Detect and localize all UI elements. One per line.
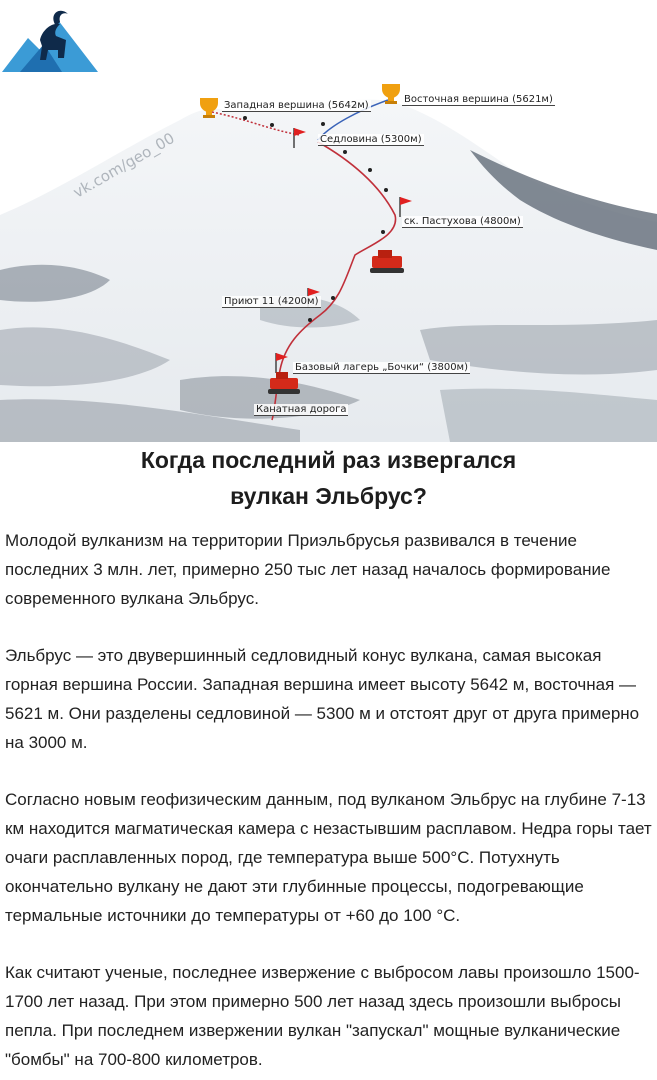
title-line-1: Когда последний раз извергался <box>140 447 517 473</box>
paragraph: Эльбрус — это двувершинный седловидный конус вулкана, самая высокая горная вершина России. Западная вершина имеет высоту 5642 м, восточная — 5621 м. Они разделены седловиной — 5300 м и отстоят друг от друга примерно на 3000 м. <box>5 646 640 752</box>
paragraph: Согласно новым геофизическим данным, под вулканом Эльбрус на глубине 7-13 км находится магматическая камера с незастывшим расплавом. Недра горы тает очаги расплавленных пород, где температура выше 500°С. Потухнуть окончательно вулкану не дают эти глубинные процессы, подогревающие термальные источники до температуры от +60 до 100 °С. <box>5 790 652 925</box>
article-body <box>0 514 657 1074</box>
label-base-camp: Базовый лагерь „Бочки“ (3800м) <box>295 362 468 373</box>
label-saddle: Седловина (5300м) <box>320 134 422 145</box>
paragraph: Молодой вулканизм на территории Приэльбрусья развивался в течение последних 3 млн. лет, примерно 250 тыс лет назад началось формирование современного вулкана Эльбрус. <box>5 531 611 608</box>
label-pastukhov: ск. Пастухова (4800м) <box>404 216 521 227</box>
article-title <box>0 442 657 514</box>
watermark: vk.com/geo_00 <box>70 129 178 202</box>
label-east-summit: Восточная вершина (5621м) <box>404 94 553 105</box>
goat-logo <box>0 0 100 76</box>
hero-image <box>0 0 657 442</box>
label-west-summit: Западная вершина (5642м) <box>224 100 369 111</box>
paragraph: Как считают ученые, последнее извержение с выбросом лавы произошло 1500-1700 лет назад. При этом примерно 500 лет назад здесь произошли выбросы пепла. При последнем извержении вулкан "запускал" мощные вулканические "бомбы" на 700-800 километров. <box>5 963 640 1069</box>
title-line-2: вулкан Эльбрус? <box>230 483 427 509</box>
label-shelter: Приют 11 (4200м) <box>224 296 319 307</box>
label-cable-car: Канатная дорога <box>256 404 347 415</box>
